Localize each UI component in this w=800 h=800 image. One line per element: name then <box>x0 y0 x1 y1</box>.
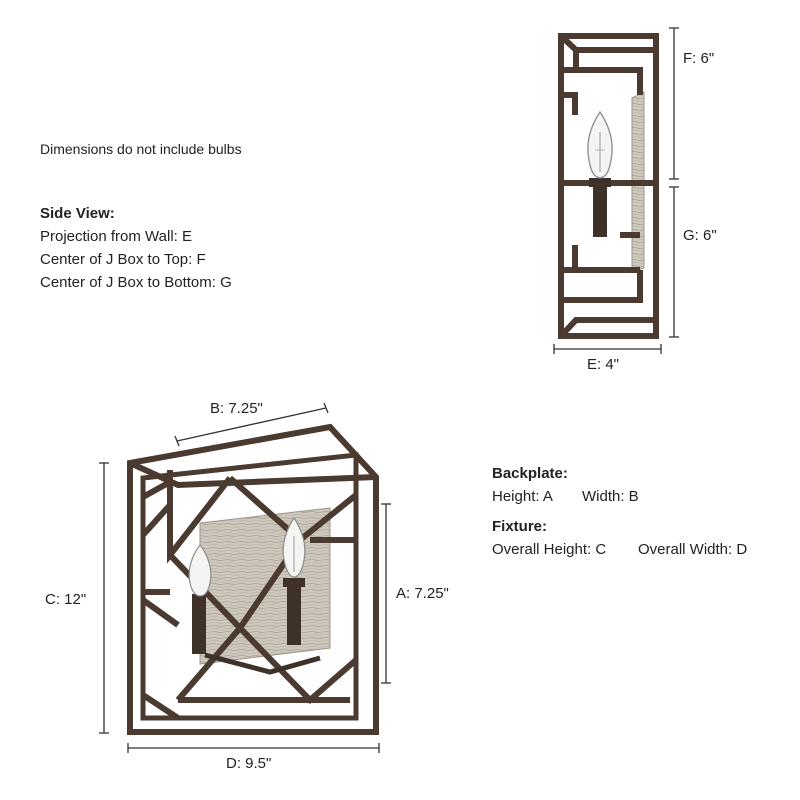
fixture-heading: Fixture: <box>492 518 548 535</box>
dimension-label-a: A: 7.25" <box>396 585 449 602</box>
side-view-line-g: Center of J Box to Bottom: G <box>40 274 232 291</box>
bulb-note: Dimensions do not include bulbs <box>40 141 242 157</box>
side-view-fixture <box>561 36 656 336</box>
dimension-label-c: C: 12" <box>45 591 87 608</box>
side-view-dimension-lines <box>554 28 679 354</box>
dimension-label-b: B: 7.25" <box>210 400 263 417</box>
side-view-line-f: Center of J Box to Top: F <box>40 251 206 268</box>
dimension-label-g: G: 6" <box>683 227 717 244</box>
fixture-width: Overall Width: D <box>638 541 748 558</box>
dimension-label-d: D: 9.5" <box>226 755 272 772</box>
dimension-label-f: F: 6" <box>683 50 715 67</box>
fixture-height: Overall Height: C <box>492 541 607 558</box>
front-view-fixture <box>130 427 376 732</box>
backplate-heading: Backplate: <box>492 465 568 482</box>
side-view-heading: Side View: <box>40 205 115 222</box>
side-view-line-e: Projection from Wall: E <box>40 228 192 245</box>
dimension-label-e: E: 4" <box>587 356 620 373</box>
backplate-width: Width: B <box>582 488 639 505</box>
backplate-height: Height: A <box>492 488 553 505</box>
